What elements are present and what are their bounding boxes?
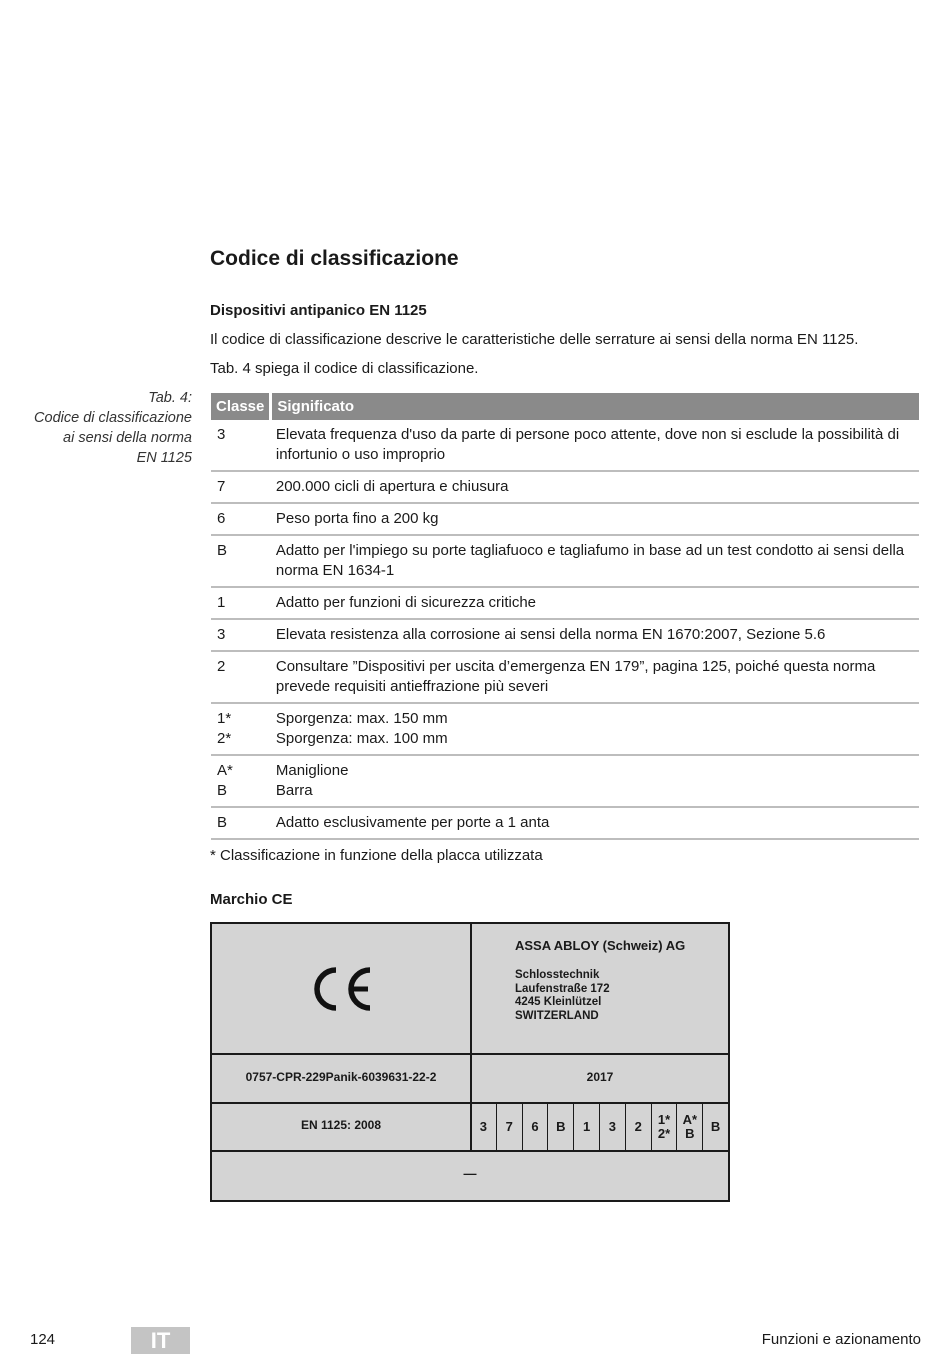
cell-classe	[211, 535, 271, 587]
classification-code-box: 1	[573, 1104, 599, 1150]
classe-value: B	[217, 814, 228, 831]
table-caption	[12, 388, 192, 468]
cell-classe	[211, 587, 271, 619]
table-row	[211, 703, 919, 755]
significato-line: Elevata frequenza d'uso da parte di persone poco attente, dove non si esclude la possibilità di	[275, 426, 900, 443]
column-header-classe: Classe	[211, 393, 271, 420]
table-row	[211, 471, 919, 503]
manufacturer-name: ASSA ABLOY (Schweiz) AG	[515, 938, 686, 953]
caption-line: Codice di classificazione	[34, 410, 192, 426]
classe-value: 3	[217, 626, 226, 643]
cell-significato	[271, 807, 919, 839]
classe-value: B	[217, 782, 228, 799]
language-badge: IT	[131, 1327, 190, 1354]
classe-value: 1	[217, 594, 226, 611]
classification-code-box: 6	[522, 1104, 548, 1150]
classification-code-box: A* B	[676, 1104, 702, 1150]
classification-code-box: 3	[599, 1104, 625, 1150]
cell-classe	[211, 503, 271, 535]
significato-line: Peso porta fino a 200 kg	[275, 510, 439, 527]
ce-plate	[210, 922, 730, 1202]
plate-divider	[470, 924, 472, 1054]
table-row	[211, 807, 919, 839]
intro-paragraph: Il codice di classificazione descrive le caratteristiche delle serrature ai sensi della norma EN 1125.	[210, 331, 859, 348]
table-row	[211, 503, 919, 535]
classification-code-box: 7	[496, 1104, 522, 1150]
cell-significato	[271, 420, 919, 471]
address-line: Laufenstraße 172	[515, 982, 610, 995]
caption-line: ai sensi della norma	[63, 430, 192, 446]
table-row	[211, 420, 919, 471]
cell-classe	[211, 651, 271, 703]
cell-significato	[271, 471, 919, 503]
significato-line: infortunio o uso improprio	[275, 446, 446, 463]
cell-significato	[271, 703, 919, 755]
significato-line: Sporgenza: max. 150 mm	[275, 710, 448, 727]
table-row	[211, 755, 919, 807]
cell-classe	[211, 471, 271, 503]
table-row	[211, 619, 919, 651]
certificate-number: 0757-CPR-229Panik-6039631-22-2	[245, 1070, 437, 1084]
cell-significato	[271, 535, 919, 587]
classe-value: 2	[217, 658, 226, 675]
table-body	[211, 420, 919, 839]
significato-line: Adatto esclusivamente per porte a 1 anta	[275, 814, 550, 831]
classe-value: 1*	[217, 710, 232, 727]
cell-classe	[211, 807, 271, 839]
classe-value: 6	[217, 510, 226, 527]
classification-code-row	[470, 1104, 728, 1150]
address-line: SWITZERLAND	[515, 1009, 599, 1022]
table-row	[211, 535, 919, 587]
significato-line: 200.000 cicli di apertura e chiusura	[275, 478, 509, 495]
cell-significato	[271, 619, 919, 651]
classification-code-box: 3	[470, 1104, 496, 1150]
classe-value: 3	[217, 426, 226, 443]
classification-table	[211, 393, 919, 840]
significato-line: Adatto per l'impiego su porte tagliafuoco e tagliafumo in base ad un test condotto ai sensi della	[275, 542, 905, 559]
address-line: 4245 Kleinlützel	[515, 996, 602, 1008]
section-title: Codice di classificazione	[210, 247, 459, 270]
cell-significato	[271, 651, 919, 703]
cell-classe	[211, 703, 271, 755]
significato-line: Adatto per funzioni di sicurezza critiche	[275, 594, 537, 611]
significato-line: Barra	[275, 782, 313, 799]
significato-line: norma EN 1634-1	[275, 562, 395, 579]
classe-value: A*	[217, 762, 233, 779]
cell-classe	[211, 619, 271, 651]
chapter-title: Funzioni e azionamento	[761, 1331, 921, 1348]
table-row	[211, 651, 919, 703]
significato-line: Maniglione	[275, 762, 349, 779]
page-number: 124	[30, 1331, 56, 1348]
table-row	[211, 587, 919, 619]
classification-code-box: 1* 2*	[651, 1104, 677, 1150]
certification-year: 2017	[586, 1070, 614, 1084]
ce-mark-icon	[308, 964, 374, 1014]
cell-significato	[271, 587, 919, 619]
table-header-row	[211, 393, 919, 420]
column-header-significato: Significato	[271, 393, 919, 420]
cell-significato	[271, 755, 919, 807]
caption-line: Tab. 4:	[148, 390, 192, 406]
classification-code-box: B	[702, 1104, 728, 1150]
classification-code-box: B	[547, 1104, 573, 1150]
cell-classe	[211, 755, 271, 807]
significato-line: Consultare ”Dispositivi per uscita d’emergenza EN 179”, pagina 125, poiché questa norma	[275, 658, 876, 675]
caption-line: EN 1125	[136, 450, 192, 466]
plate-bottom-mark: —	[463, 1166, 477, 1181]
manufacturer-address	[515, 969, 610, 1023]
standard-label: EN 1125: 2008	[300, 1118, 382, 1132]
cell-classe	[211, 420, 271, 471]
classification-code-box: 2	[625, 1104, 651, 1150]
address-line: Schlosstechnik	[515, 969, 600, 981]
classe-value: 7	[217, 478, 226, 495]
significato-line: Sporgenza: max. 100 mm	[275, 730, 448, 747]
classe-value: B	[217, 542, 228, 559]
significato-line: prevede requisiti antieffrazione più severi	[275, 678, 549, 695]
classe-value: 2*	[217, 730, 232, 747]
cell-significato	[271, 503, 919, 535]
significato-line: Elevata resistenza alla corrosione ai sensi della norma EN 1670:2007, Sezione 5.6	[275, 626, 826, 643]
ce-mark-title: Marchio CE	[210, 891, 293, 908]
footnote: * Classificazione in funzione della placca utilizzata	[210, 847, 543, 864]
subsection-title: Dispositivi antipanico EN 1125	[210, 302, 427, 319]
table-reference-paragraph: Tab. 4 spiega il codice di classificazione.	[210, 360, 479, 377]
